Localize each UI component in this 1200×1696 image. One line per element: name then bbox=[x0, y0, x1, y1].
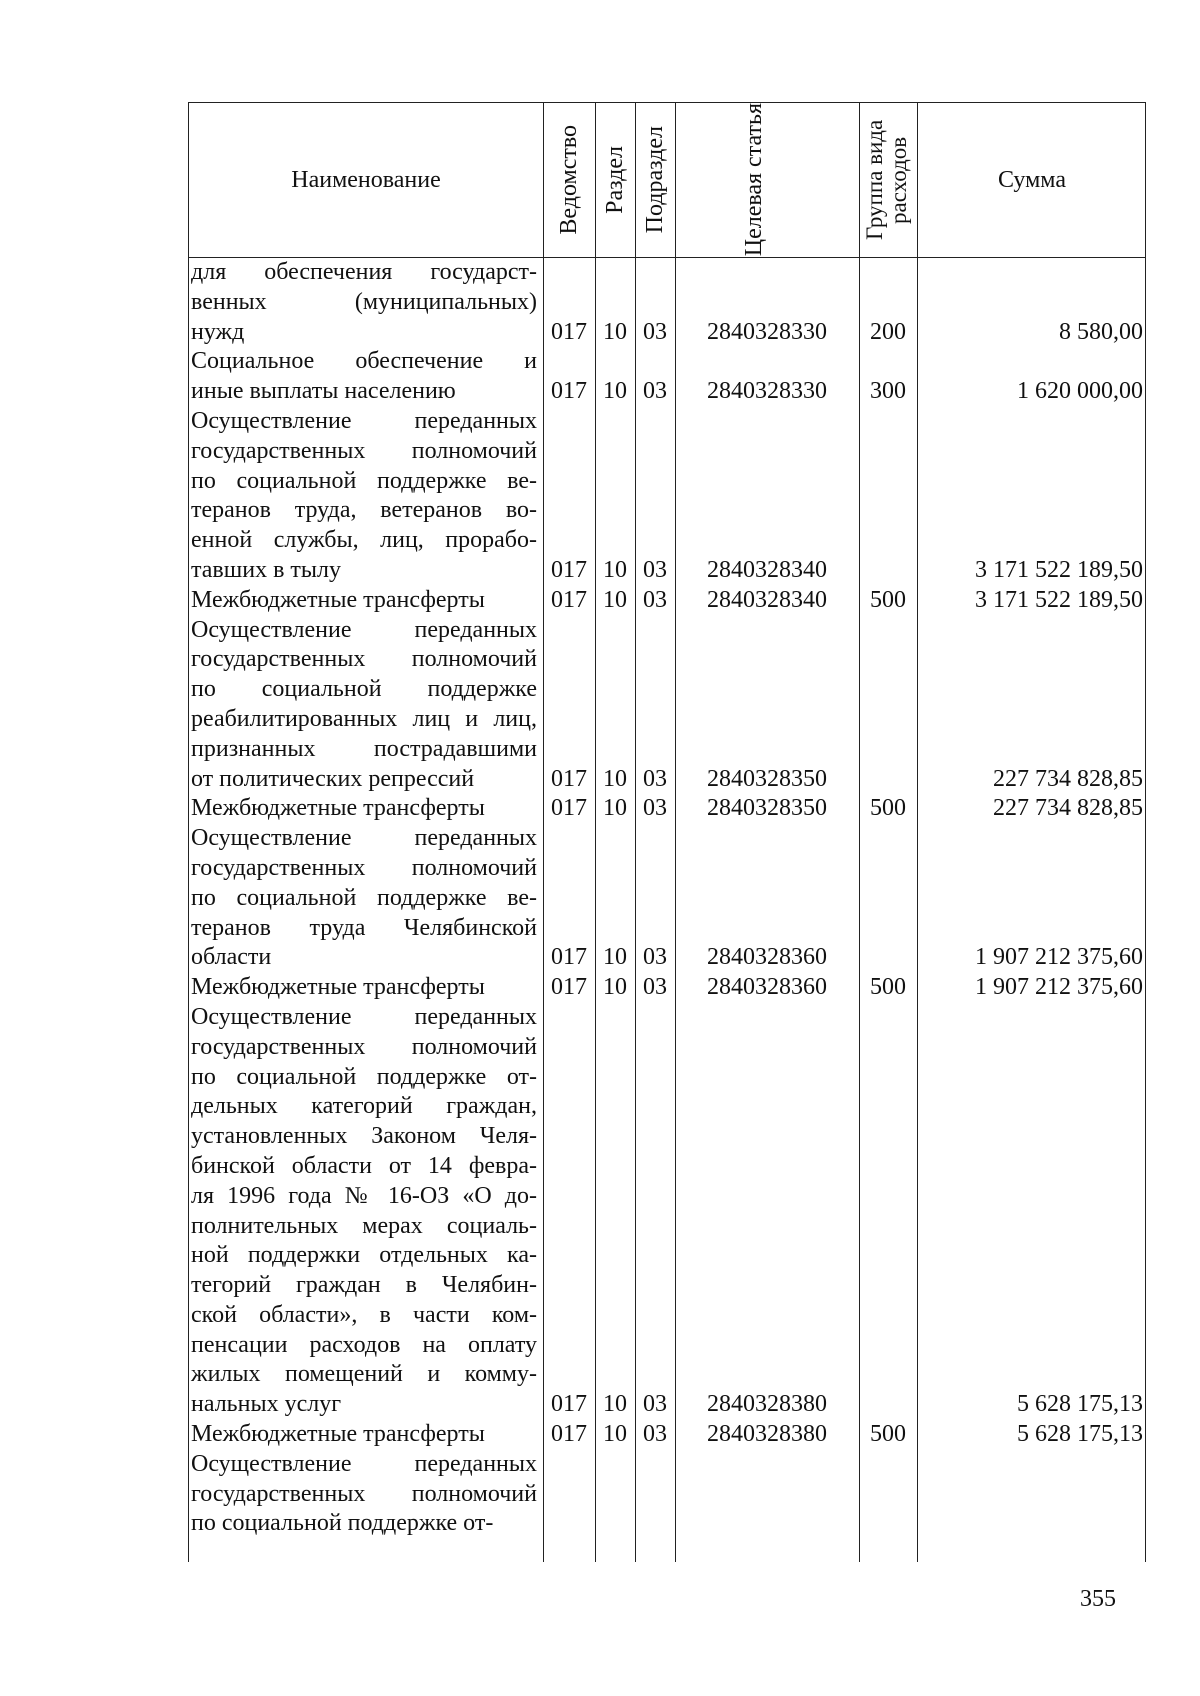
row-cells bbox=[189, 973, 1147, 1003]
row-name-line: полнительных мерах социаль- bbox=[191, 1212, 537, 1239]
row-cells bbox=[189, 765, 1147, 795]
row-name-line: Межбюджетные трансферты bbox=[191, 795, 485, 822]
cell-vedomstvo: 017 bbox=[551, 795, 587, 822]
cell-razdel: 10 bbox=[603, 556, 627, 583]
cell-podrazdel: 03 bbox=[643, 765, 667, 792]
row-name-line: признанных пострадавшими bbox=[191, 735, 537, 762]
cell-summa: 5 628 175,13 bbox=[1017, 1421, 1143, 1448]
cell-vedomstvo: 017 bbox=[551, 1391, 587, 1418]
row-name-line: Межбюджетные трансферты bbox=[191, 586, 485, 613]
cell-razdel: 10 bbox=[603, 795, 627, 822]
cell-razdel: 10 bbox=[603, 974, 627, 1001]
cell-vedomstvo: 017 bbox=[551, 378, 587, 405]
cell-celevaya: 2840328380 bbox=[707, 1421, 827, 1448]
cell-gruppa: 200 bbox=[870, 318, 906, 345]
row-name-line: Межбюджетные трансферты bbox=[191, 1421, 485, 1448]
cell-celevaya: 2840328330 bbox=[707, 378, 827, 405]
row-name-line: Социальное обеспечение и bbox=[191, 348, 537, 375]
cell-gruppa: 500 bbox=[870, 795, 906, 822]
cell-podrazdel: 03 bbox=[643, 944, 667, 971]
budget-table bbox=[188, 102, 1146, 1562]
cell-summa: 1 620 000,00 bbox=[1017, 378, 1143, 405]
header-celevaya-label: Целевая статья bbox=[741, 103, 767, 257]
cell-celevaya: 2840328340 bbox=[707, 556, 827, 583]
header-vedomstvo bbox=[543, 103, 595, 257]
table-row bbox=[189, 824, 1147, 973]
row-name-line: иные выплаты населению bbox=[191, 378, 456, 405]
row-name-line: тегорий граждан в Челябин- bbox=[191, 1272, 537, 1299]
page-number: 355 bbox=[1080, 1586, 1116, 1612]
cell-podrazdel: 03 bbox=[643, 795, 667, 822]
cell-gruppa: 500 bbox=[870, 974, 906, 1001]
cell-summa: 5 628 175,13 bbox=[1017, 1391, 1143, 1418]
cell-celevaya: 2840328350 bbox=[707, 795, 827, 822]
cell-summa: 227 734 828,85 bbox=[993, 765, 1143, 792]
cell-celevaya: 2840328380 bbox=[707, 1391, 827, 1418]
row-name-line: государственных полномочий bbox=[191, 1480, 537, 1507]
row-name-line: государственных полномочий bbox=[191, 1033, 537, 1060]
row-cells bbox=[189, 1390, 1147, 1420]
row-cells bbox=[189, 377, 1147, 407]
row-name-line: по социальной поддержке ве- bbox=[191, 467, 537, 494]
cell-vedomstvo: 017 bbox=[551, 586, 587, 613]
row-cells bbox=[189, 943, 1147, 973]
row-name-line: Межбюджетные трансферты bbox=[191, 974, 485, 1001]
table-row bbox=[189, 347, 1147, 407]
cell-razdel: 10 bbox=[603, 1391, 627, 1418]
cell-gruppa: 500 bbox=[870, 1421, 906, 1448]
table-row bbox=[189, 258, 1147, 347]
row-name-line: ля 1996 года № 16-ОЗ «О до- bbox=[191, 1182, 537, 1209]
cell-vedomstvo: 017 bbox=[551, 765, 587, 792]
header-summa bbox=[917, 103, 1147, 257]
table-row bbox=[189, 794, 1147, 824]
header-vedomstvo-label: Ведомство bbox=[556, 125, 582, 235]
cell-summa: 1 907 212 375,60 bbox=[975, 944, 1143, 971]
row-name-line: нужд bbox=[191, 318, 245, 345]
cell-podrazdel: 03 bbox=[643, 318, 667, 345]
row-name-line: по социальной поддержке от- bbox=[191, 1063, 537, 1090]
row-name-line: по социальной поддержке от- bbox=[191, 1510, 494, 1537]
row-name-line: государственных полномочий bbox=[191, 854, 537, 881]
row-name-line: реабилитированных лиц и лиц, bbox=[191, 705, 537, 732]
row-name-line: дельных категорий граждан, bbox=[191, 1093, 537, 1120]
cell-razdel: 10 bbox=[603, 318, 627, 345]
row-cells bbox=[189, 586, 1147, 616]
row-name-line: жилых помещений и комму- bbox=[191, 1361, 537, 1388]
table-row bbox=[189, 616, 1147, 795]
row-name-line: венных (муниципальных) bbox=[191, 288, 537, 315]
header-podrazdel-label: Подраздел bbox=[642, 126, 668, 234]
cell-vedomstvo: 017 bbox=[551, 318, 587, 345]
table-row bbox=[189, 586, 1147, 616]
cell-summa: 227 734 828,85 bbox=[993, 795, 1143, 822]
row-cells bbox=[189, 1509, 1147, 1539]
table-row bbox=[189, 407, 1147, 586]
row-name-line: ской области», в части ком- bbox=[191, 1301, 537, 1328]
cell-razdel: 10 bbox=[603, 944, 627, 971]
cell-celevaya: 2840328360 bbox=[707, 974, 827, 1001]
row-name-line: теранов труда Челябинской bbox=[191, 914, 537, 941]
cell-podrazdel: 03 bbox=[643, 378, 667, 405]
cell-razdel: 10 bbox=[603, 378, 627, 405]
row-name-line: установленных Законом Челя- bbox=[191, 1123, 537, 1150]
row-name-line: енной службы, лиц, прорабо- bbox=[191, 527, 537, 554]
table-row bbox=[189, 973, 1147, 1003]
header-podrazdel bbox=[635, 103, 675, 257]
cell-podrazdel: 03 bbox=[643, 556, 667, 583]
row-name-line: ной поддержки отдельных ка- bbox=[191, 1242, 537, 1269]
cell-summa: 8 580,00 bbox=[1059, 318, 1143, 345]
table-row bbox=[189, 1420, 1147, 1450]
header-celevaya bbox=[675, 103, 859, 257]
row-name-line: бинской области от 14 февра- bbox=[191, 1152, 537, 1179]
cell-vedomstvo: 017 bbox=[551, 974, 587, 1001]
cell-summa: 3 171 522 189,50 bbox=[975, 586, 1143, 613]
row-name-line: Осуществление переданных bbox=[191, 407, 537, 434]
cell-celevaya: 2840328360 bbox=[707, 944, 827, 971]
header-gruppa bbox=[859, 103, 917, 257]
cell-razdel: 10 bbox=[603, 586, 627, 613]
header-summa-label: Сумма bbox=[998, 167, 1066, 193]
table-row bbox=[189, 1450, 1147, 1539]
header-name bbox=[189, 103, 543, 257]
header-razdel-label: Раздел bbox=[602, 146, 628, 214]
row-name-line: государственных полномочий bbox=[191, 646, 537, 673]
row-name-line: нальных услуг bbox=[191, 1391, 342, 1418]
cell-celevaya: 2840328350 bbox=[707, 765, 827, 792]
table-row bbox=[189, 1003, 1147, 1420]
row-cells bbox=[189, 1420, 1147, 1450]
row-name-line: от политических репрессий bbox=[191, 765, 475, 792]
cell-celevaya: 2840328330 bbox=[707, 318, 827, 345]
row-name-line: пенсации расходов на оплату bbox=[191, 1331, 537, 1358]
cell-podrazdel: 03 bbox=[643, 1421, 667, 1448]
cell-razdel: 10 bbox=[603, 765, 627, 792]
row-name-line: тавших в тылу bbox=[191, 556, 342, 583]
header-razdel bbox=[595, 103, 635, 257]
row-name-line: государственных полномочий bbox=[191, 437, 537, 464]
row-name-line: области bbox=[191, 944, 272, 971]
row-name-line: Осуществление переданных bbox=[191, 825, 537, 852]
row-name-line: Осуществление переданных bbox=[191, 616, 537, 643]
row-name-line: по социальной поддержке ве- bbox=[191, 884, 537, 911]
cell-razdel: 10 bbox=[603, 1421, 627, 1448]
row-name-line: Осуществление переданных bbox=[191, 1003, 537, 1030]
cell-vedomstvo: 017 bbox=[551, 1421, 587, 1448]
cell-podrazdel: 03 bbox=[643, 974, 667, 1001]
cell-podrazdel: 03 bbox=[643, 586, 667, 613]
row-name-line: теранов труда, ветеранов во- bbox=[191, 497, 537, 524]
cell-gruppa: 500 bbox=[870, 586, 906, 613]
row-cells bbox=[189, 794, 1147, 824]
header-gruppa-label: Группа вида расходов bbox=[862, 119, 911, 241]
header-name-label: Наименование bbox=[291, 167, 441, 193]
row-name-line: Осуществление переданных bbox=[191, 1450, 537, 1477]
cell-vedomstvo: 017 bbox=[551, 944, 587, 971]
row-name-line: для обеспечения государст- bbox=[191, 259, 537, 285]
cell-gruppa: 300 bbox=[870, 378, 906, 405]
cell-summa: 3 171 522 189,50 bbox=[975, 556, 1143, 583]
table-body bbox=[189, 258, 1147, 1539]
row-cells bbox=[189, 318, 1147, 348]
cell-vedomstvo: 017 bbox=[551, 556, 587, 583]
row-cells bbox=[189, 556, 1147, 586]
cell-podrazdel: 03 bbox=[643, 1391, 667, 1418]
row-name-line: по социальной поддержке bbox=[191, 676, 537, 703]
cell-celevaya: 2840328340 bbox=[707, 586, 827, 613]
cell-summa: 1 907 212 375,60 bbox=[975, 974, 1143, 1001]
